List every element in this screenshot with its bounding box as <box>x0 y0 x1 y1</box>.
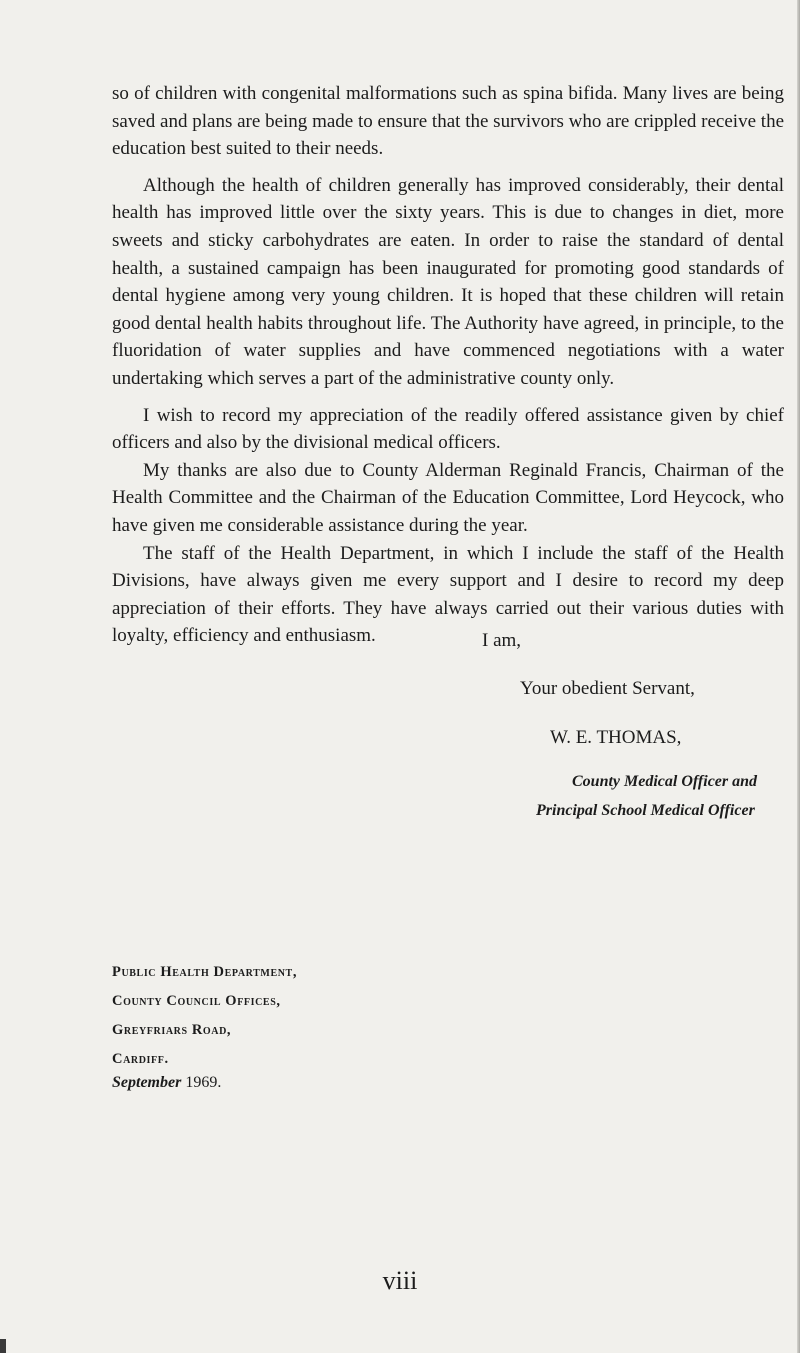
salutation: I am, <box>482 630 522 651</box>
paragraph: The staff of the Health Department, in which I include the staff of the Health Divisions, have always given me every support and I desire to record my deep appreciation of their efforts. They have always carried out their various duties with loyalty, efficiency and enthusiasm. <box>112 542 784 647</box>
address-line: Public Health Department, <box>112 964 298 980</box>
address-line: Cardiff. <box>112 1051 169 1067</box>
sender-address <box>112 958 297 1074</box>
letter-body <box>112 80 784 650</box>
scan-edge-mark <box>0 1339 6 1353</box>
address-line: County Council Offices, <box>112 993 281 1009</box>
signatory-title-line-1: County Medical Officer and <box>572 773 758 790</box>
page-number: viii <box>382 1266 418 1295</box>
paragraph: I wish to record my appreciation of the readily offered assistance given by chief officers and also by the divisional medical officers. <box>112 404 784 454</box>
paragraph: so of children with congenital malformations such as spina bifida. Many lives are being saved and plans are being made to ensure that the survivors who are crippled receive the education best suited to their needs. <box>112 83 784 160</box>
address-line: Greyfriars Road, <box>112 1022 232 1038</box>
signatory-title-line-2: Principal School Medical Officer <box>536 802 755 819</box>
paragraph: My thanks are also due to County Alderman Reginald Francis, Chairman of the Health Committee and the Chairman of the Education Committee, Lord Heycock, who have given me considerable assistance during the year. <box>112 459 784 536</box>
paragraph: Although the health of children generally has improved considerably, their dental health has improved little over the sixty years. This is due to changes in diet, more sweets and sticky carbohydrates are eaten. In order to raise the standard of dental health, a sustained campaign has been inaugurated for promoting good standards of dental hygiene among very young children. It is hoped that these children will retain good dental health habits throughout life. The Authority have agreed, in principle, to the fluoridation of water supplies and have commenced negotiations with a water undertaking which serves a part of the administrative county only. <box>112 174 784 389</box>
signatory-name: W. E. THOMAS, <box>550 727 682 748</box>
date-month: September <box>112 1074 182 1091</box>
letter-date <box>112 1074 221 1092</box>
valediction: Your obedient Servant, <box>520 678 695 699</box>
date-year: 1969. <box>185 1074 222 1091</box>
